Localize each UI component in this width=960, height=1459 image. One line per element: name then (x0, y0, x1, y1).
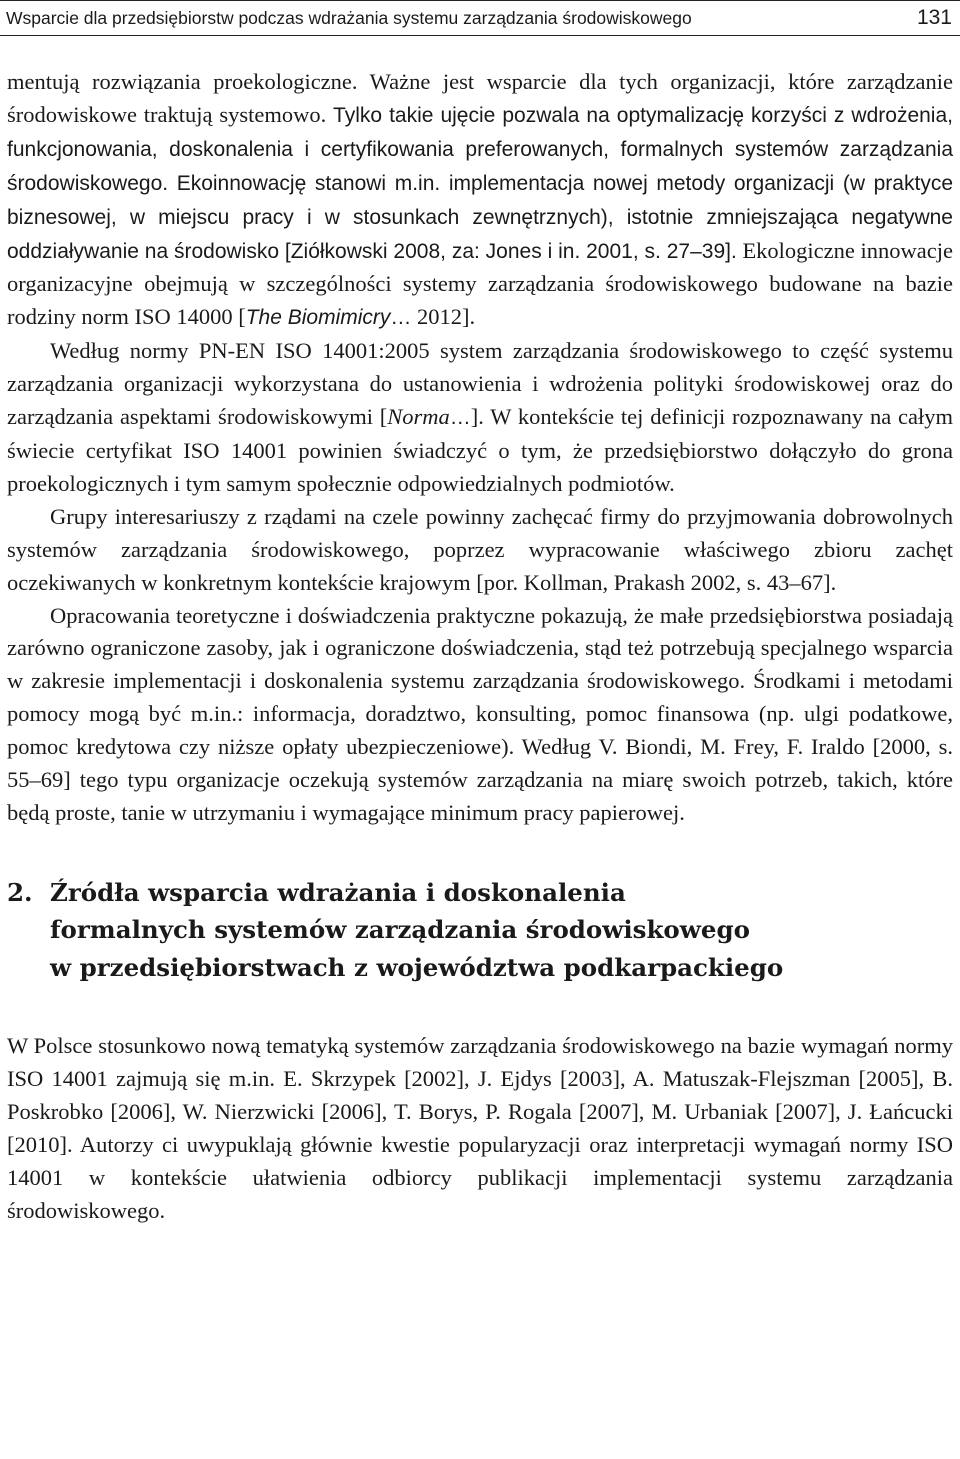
page-body (7, 66, 953, 1228)
citation-italic: Norma (387, 404, 450, 430)
citation-ellipsis: … (449, 406, 471, 430)
paragraph-text: ]. W kontekście tej definicji rozpoznawany na całym świecie certyfikat ISO 14001 powinien świadczyć o tym, że przedsiębiorstwo dołączyło do grona proekologicznych i tym samym społecznie odpowiedzialnych podmiotów. (7, 404, 953, 496)
section-heading (7, 874, 953, 987)
paragraph-text: W Polsce stosunkowo nową tematyką systemów zarządzania środowiskowego na bazie wymagań normy ISO 14001 zajmują się m.in. E. Skrzypek [2002], J. Ejdys [2003], A. Matuszak-Flejszman [2005], B. Poskrobko [2006], W. Nierzwicki [2006], T. Borys, P. Rogala [2007], M. Urbaniak [2007], J. Łańcucki [2010]. Autorzy ci uwypuklają głównie kwestie popularyzacji oraz interpretacji wymagań normy ISO 14001 w kontekście ułatwienia odbiorcy publikacji implementacji systemu zarządzania środowiskowego. (7, 1033, 953, 1223)
section-title-line: formalnych systemów zarządzania środowiskowego (50, 915, 750, 945)
paragraph-interesariusze (7, 501, 953, 600)
page-number: 131 (916, 6, 952, 29)
section-title (50, 874, 783, 987)
paragraph-text: Grupy interesariuszy z rządami na czele powinny zachęcać firmy do przyjmowania dobrowolnych systemów zarządzania środowiskowego, poprzez wypracowanie właściwego zbioru zachęt oczekiwanych w konkretnym kontekście krajowym [por. Kollman, Prakash 2002, s. 43–67]. (7, 503, 953, 595)
citation-ellipsis: … (390, 306, 412, 330)
section-number: 2. (7, 877, 33, 907)
paragraph-male-przedsiebiorstwa (7, 600, 953, 830)
running-title: Wsparcie dla przedsiębiorstw podczas wdrażania systemu zarządzania środowiskowego (6, 7, 692, 28)
citation-italic: The Biomimicry (245, 306, 391, 330)
paragraph-text-sans: Tylko takie ujęcie pozwala na optymalizację korzyści z wdrożenia, funkcjonowania, doskonalenia i certyfikowania preferowanych, formalnych systemów zarządzania środowiskowego. Ekoinnowację stanowi m.in. implementacja nowej metody organizacji (w praktyce biznesowej, w miejscu pracy i w stosunkach zewnętrznych), istotnie zmniejszająca negatywne oddziaływanie na środowisko [Ziółkowski 2008, za: Jones i in. 2001, s. 27–39]. (7, 103, 953, 263)
paragraph-text: 2012]. (411, 304, 476, 330)
paragraph-literatura (7, 1030, 953, 1227)
paragraph-text: Opracowania teoretyczne i doświadczenia praktyczne pokazują, że małe przedsiębiorstwa posiadają zarówno ograniczone zasoby, jak i ograniczone doświadczenia, stąd też potrzebują specjalnego wsparcia w zakresie implementacji i doskonalenia systemu zarządzania środowiskowego. Środkami i metodami pomocy mogą być m.in.: informacja, doradztwo, konsulting, pomoc finansowa (np. ulgi podatkowe, pomoc kredytowa czy niższe opłaty ubezpieczeniowe). Według V. Biondi, M. Frey, F. Iraldo [2000, s. 55–69] tego typu organizacje oczekują systemów zarządzania na miarę swoich potrzeb, takich, które będą proste, tanie w utrzymaniu i wymagające minimum pracy papierowej. (7, 602, 953, 825)
running-header (0, 0, 960, 36)
paragraph-definicja-ems (7, 335, 953, 501)
paragraph-text: Ekologiczne innowacje organizacyjne obejmują w szczególności systemy zarządzania środowiskowego budowane na bazie rodziny norm ISO 14000 [ (7, 237, 954, 330)
paragraph-text: Według normy PN-EN ISO 14001:2005 system zarządzania środowiskowego to część systemu zarządzania organizacji wykorzystana do ustanowienia i wdrożenia polityki środowiskowej oraz do zarządzania aspektami środowiskowymi [ (7, 338, 953, 430)
section-title-line: w przedsiębiorstwach z województwa podkarpackiego (50, 952, 784, 982)
paragraph-text: mentują rozwiązania proekologiczne. Ważne jest wsparcie dla tych organizacji, które zarządzanie środowiskowe traktują systemowo. (7, 69, 953, 127)
section-title-line: Źródła wsparcia wdrażania i doskonalenia (50, 877, 626, 907)
paragraph-ekoinnowacje (7, 66, 953, 335)
